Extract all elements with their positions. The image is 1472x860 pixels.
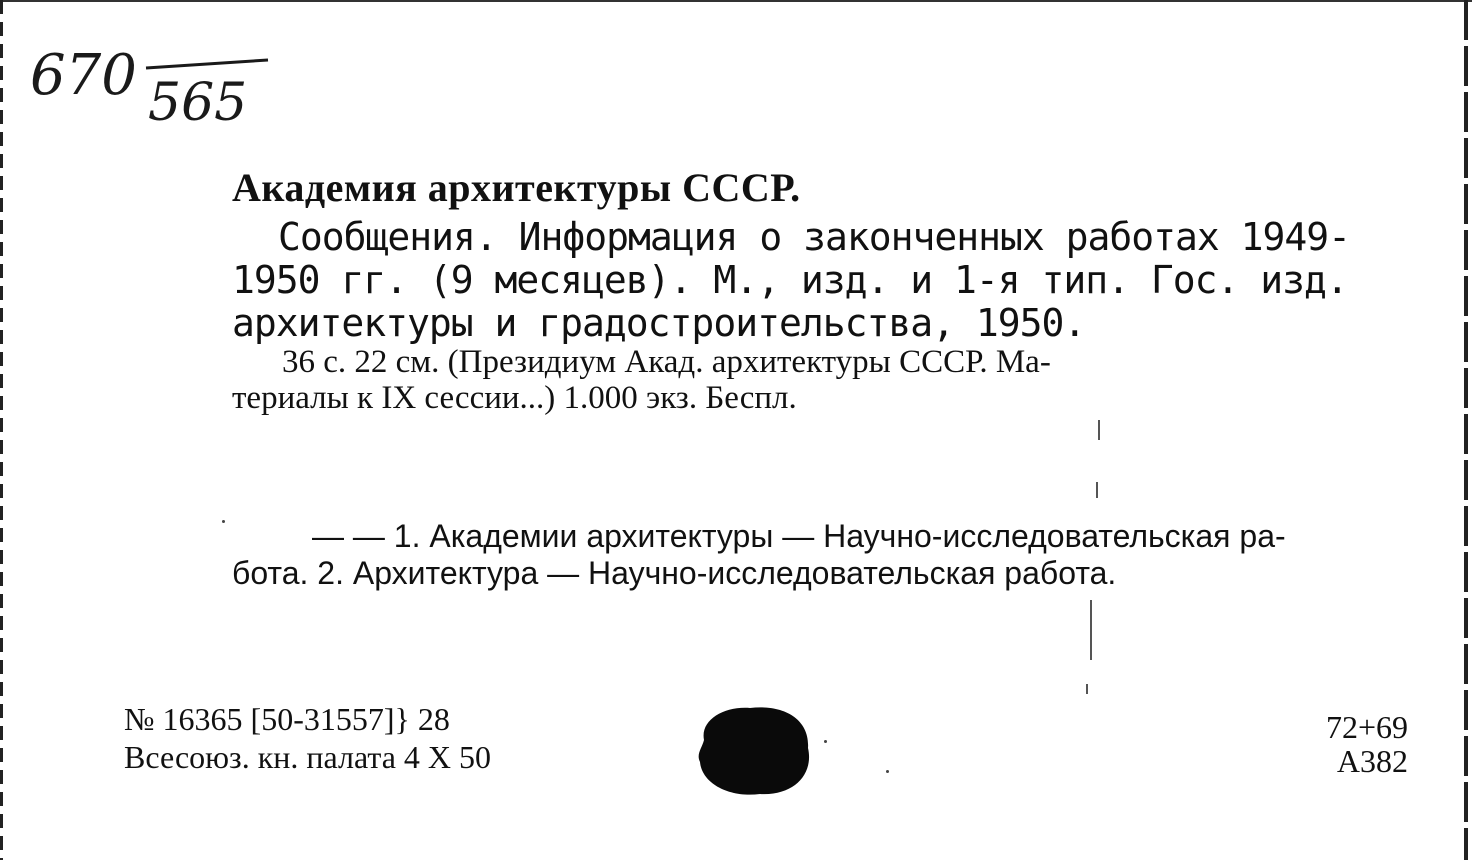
card-left-edge <box>0 0 3 860</box>
fold-mark <box>1090 600 1092 660</box>
collation <box>232 344 1412 416</box>
ink-speck <box>886 770 889 773</box>
fold-mark <box>1098 420 1100 440</box>
collation-line-2: териалы к IX сессии...) 1.000 экз. Беспл. <box>232 380 797 416</box>
registry-info <box>124 700 491 776</box>
collation-line-1: 36 с. 22 см. (Президиум Акад. архитектуры СССР. Ма- <box>282 344 1051 380</box>
ink-speck <box>824 740 827 743</box>
title-line-3: архитектуры и градостроительства, 1950. <box>232 301 1086 345</box>
handwritten-number-top: 670 <box>30 43 137 108</box>
classification-line-1: 72+69 <box>1325 709 1408 745</box>
tracing-line-2: бота. 2. Архитектура — Научно-исследовательская работа. <box>232 555 1117 591</box>
tracing-line-1: — — 1. Академии архитектуры — Научно-исследовательская ра- <box>312 518 1286 554</box>
title-line-2-left: 1950 гг. (9 месяцев). <box>232 258 692 302</box>
fold-mark <box>1086 684 1088 694</box>
title-line-1: Сообщения. Информация о законченных работах 1949- <box>278 215 1351 259</box>
registry-chamber: Всесоюз. кн. палата 4 X 50 <box>124 739 491 775</box>
ink-blot <box>690 700 820 800</box>
subject-tracings <box>232 518 1412 592</box>
title-imprint <box>232 216 1412 345</box>
title-line-2 <box>232 259 1412 302</box>
registry-number: № 16365 [50-31557]} 28 <box>124 701 450 737</box>
card-top-edge <box>0 0 1472 2</box>
handwritten-underline <box>146 60 268 68</box>
handwritten-call-number <box>28 38 278 128</box>
title-line-2-right: М., изд. и 1-я тип. Гос. изд. <box>713 258 1348 302</box>
card-heading: Академия архитектуры СССР. <box>232 165 801 210</box>
ink-speck <box>222 520 225 523</box>
classification-line-2: А382 <box>1336 743 1408 779</box>
card-right-edge <box>1464 0 1468 860</box>
fold-mark <box>1096 482 1098 498</box>
classification-code <box>1260 710 1408 778</box>
handwritten-number-bottom: 565 <box>148 73 248 128</box>
